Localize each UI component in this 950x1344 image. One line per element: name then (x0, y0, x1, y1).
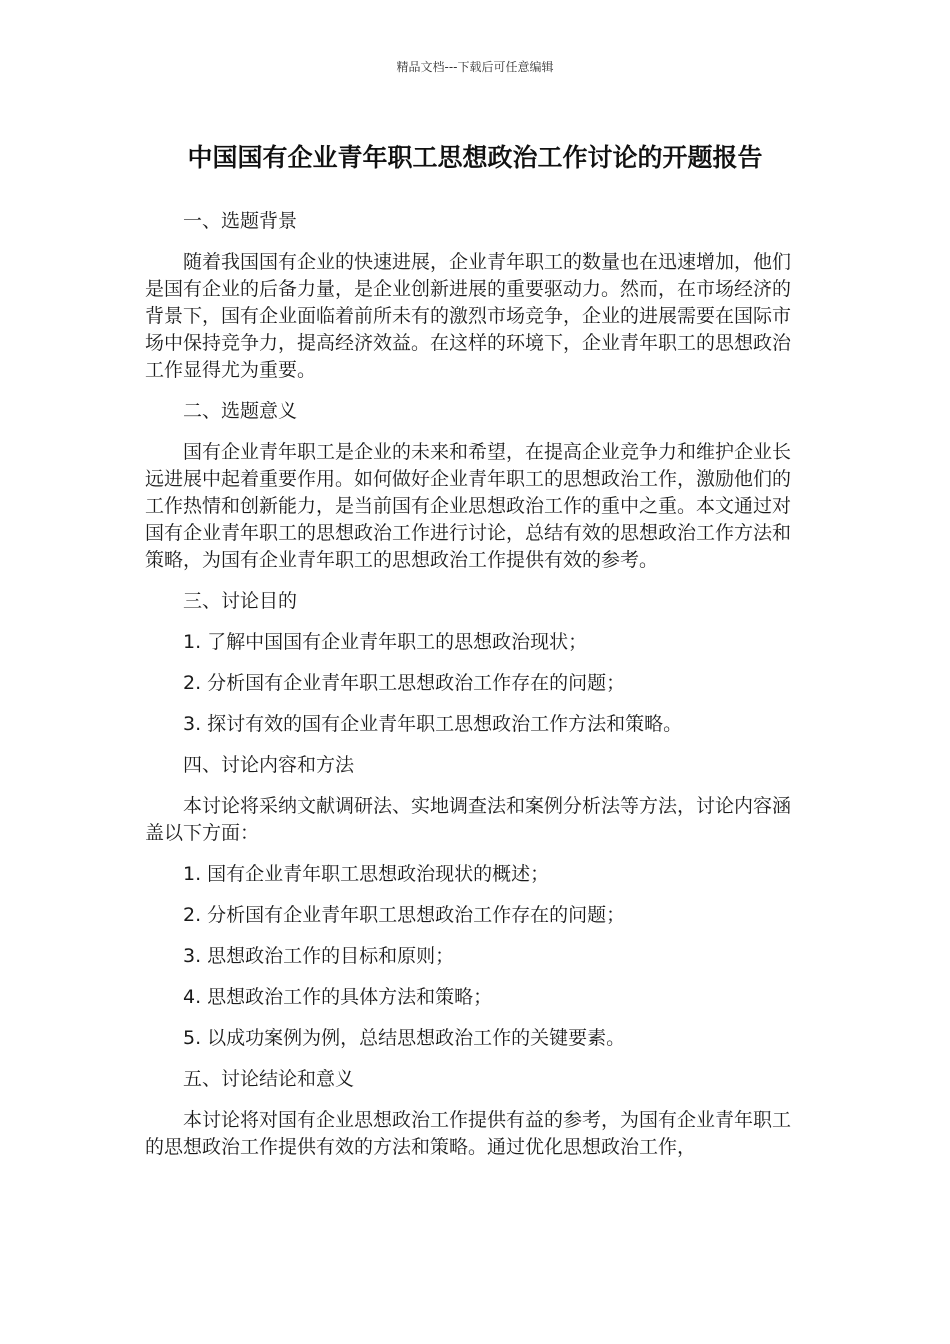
purpose-item-1: 1. 了解中国国有企业青年职工的思想政治现状； (183, 631, 588, 653)
content-item-2: 2. 分析国有企业青年职工思想政治工作存在的问题； (183, 904, 626, 926)
paragraph-conclusion: 本讨论将对国有企业思想政治工作提供有益的参考，为国有企业青年职工的思想政治工作提供有效的方法和策略。通过优化思想政治工作， (145, 1109, 792, 1158)
paragraph-background: 随着我国国有企业的快速进展，企业青年职工的数量也在迅速增加，他们是国有企业的后备力量，是企业创新进展的重要驱动力。然而，在市场经济的背景下，国有企业面临着前所未有的激烈市场竞争，企业的进展需要在国际市场中保持竞争力，提高经济效益。在这样的环境下，企业青年职工的思想政治工作显得尤为重要。 (145, 251, 792, 381)
section-heading-significance: 二、选题意义 (183, 400, 298, 422)
paragraph-significance: 国有企业青年职工是企业的未来和希望，在提高企业竞争力和维护企业长远进展中起着重要作用。如何做好企业青年职工的思想政治工作，激励他们的工作热情和创新能力，是当前国有企业思想政治工作的重中之重。本文通过对国有企业青年职工的思想政治工作进行讨论，总结有效的思想政治工作方法和策略，为国有企业青年职工的思想政治工作提供有效的参考。 (145, 441, 792, 571)
purpose-item-2: 2. 分析国有企业青年职工思想政治工作存在的问题； (183, 672, 626, 694)
paragraph-content-method: 本讨论将采纳文献调研法、实地调查法和案例分析法等方法，讨论内容涵盖以下方面： (145, 795, 792, 844)
content-item-4: 4. 思想政治工作的具体方法和策略； (183, 986, 493, 1008)
content-item-1: 1. 国有企业青年职工思想政治现状的概述； (183, 863, 550, 885)
section-heading-conclusion: 五、讨论结论和意义 (183, 1068, 355, 1090)
content-item-3: 3. 思想政治工作的目标和原则； (183, 945, 455, 967)
document-body (145, 208, 801, 1175)
purpose-item-3: 3. 探讨有效的国有企业青年职工思想政治工作方法和策略。 (183, 713, 683, 735)
content-item-5: 5. 以成功案例为例，总结思想政治工作的关键要素。 (183, 1027, 626, 1049)
section-heading-background: 一、选题背景 (183, 210, 298, 232)
header-note: 精品文档---下载后可任意编辑 (396, 60, 554, 74)
document-title: 中国国有企业青年职工思想政治工作讨论的开题报告 (187, 143, 763, 172)
section-heading-content-method: 四、讨论内容和方法 (183, 754, 355, 776)
section-heading-purpose: 三、讨论目的 (183, 590, 298, 612)
